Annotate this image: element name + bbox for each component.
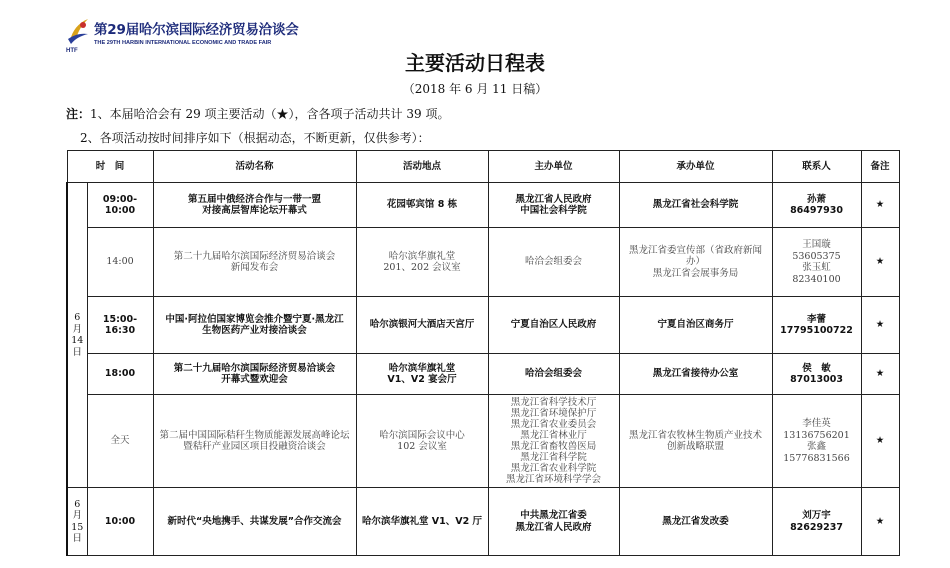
note-text-1: 1、本届哈洽会有 29 项主要活动（★），含各项子活动共计 39 项。	[90, 107, 450, 121]
row-organizer: 黑龙江省委宣传部（省政府新闻办） 黑龙江省会展事务局	[619, 228, 772, 297]
row-contact: 李蕾 17795100722	[772, 297, 861, 354]
header-organizer: 承办单位	[619, 151, 772, 183]
header-venue: 活动地点	[356, 151, 488, 183]
date-cell-june-15: 6 月 15 日	[67, 488, 87, 556]
table-row	[67, 297, 899, 354]
row-contact: 侯 敏 87013003	[772, 354, 861, 395]
header-note: 备注	[861, 151, 899, 183]
row-organizer: 黑龙江省社会科学院	[619, 183, 772, 228]
header-contact: 联系人	[772, 151, 861, 183]
fair-logo-icon	[66, 17, 90, 47]
date-cell-june-14: 6 月 14 日	[67, 183, 87, 488]
row-note-star: ★	[861, 395, 899, 488]
row-venue: 哈尔滨国际会议中心 102 会议室	[356, 395, 488, 488]
row-note-star: ★	[861, 297, 899, 354]
row-activity: 第五届中俄经济合作与一带一盟 对接高层智库论坛开幕式	[153, 183, 356, 228]
row-note-star: ★	[861, 488, 899, 556]
schedule-table	[66, 150, 900, 556]
row-time: 10:00	[87, 488, 153, 556]
row-note-star: ★	[861, 228, 899, 297]
row-host: 中共黑龙江省委 黑龙江省人民政府	[488, 488, 619, 556]
row-organizer: 黑龙江省发改委	[619, 488, 772, 556]
row-venue: 哈尔滨华旗礼堂 V1、V2 厅	[356, 488, 488, 556]
row-activity: 新时代“央地携手、共谋发展”合作交流会	[153, 488, 356, 556]
row-activity: 第二届中国国际秸秆生物质能源发展高峰论坛 暨秸秆产业园区项目投融资洽谈会	[153, 395, 356, 488]
row-note-star: ★	[861, 183, 899, 228]
logo-htf-text: HTF	[66, 48, 78, 54]
row-contact: 刘万宇 82629237	[772, 488, 861, 556]
page-subtitle: （2018 年 6 月 11 日稿）	[402, 82, 548, 96]
row-activity: 第二十九届哈尔滨国际经济贸易洽谈会 新闻发布会	[153, 228, 356, 297]
note-label: 注：	[66, 107, 91, 121]
row-organizer: 黑龙江省农牧林生物质产业技术 创新战略联盟	[619, 395, 772, 488]
row-host: 宁夏自治区人民政府	[488, 297, 619, 354]
page-title: 主要活动日程表	[405, 51, 545, 75]
logo-chinese-text: 第29届哈尔滨国际经济贸易洽谈会	[94, 22, 299, 38]
row-organizer: 黑龙江省接待办公室	[619, 354, 772, 395]
row-host: 哈洽会组委会	[488, 228, 619, 297]
header-activity: 活动名称	[153, 151, 356, 183]
table-row	[67, 228, 899, 297]
table-row	[67, 488, 899, 556]
row-host: 哈洽会组委会	[488, 354, 619, 395]
row-venue: 哈尔滨银河大酒店天宫厅	[356, 297, 488, 354]
table-row	[67, 395, 899, 488]
row-venue: 哈尔滨华旗礼堂 201、202 会议室	[356, 228, 488, 297]
row-contact: 王国璇 53605375 张玉虹 82340100	[772, 228, 861, 297]
row-venue: 哈尔滨华旗礼堂 V1、V2 宴会厅	[356, 354, 488, 395]
table-row	[67, 354, 899, 395]
row-time: 14:00	[87, 228, 153, 297]
table-row	[67, 183, 899, 228]
row-time: 18:00	[87, 354, 153, 395]
row-time: 09:00-10:00	[87, 183, 153, 228]
row-organizer: 宁夏自治区商务厅	[619, 297, 772, 354]
row-time: 15:00-16:30	[87, 297, 153, 354]
logo-english-text: THE 29TH HARBIN INTERNATIONAL ECONOMIC AND TRADE FAIR	[94, 40, 272, 46]
row-activity: 第二十九届哈尔滨国际经济贸易洽谈会 开幕式暨欢迎会	[153, 354, 356, 395]
row-host: 黑龙江省科学技术厅 黑龙江省环境保护厅 黑龙江省农业委员会 黑龙江省林业厅 黑龙江省畜牧兽医局 黑龙江省科学院 黑龙江省农业科学院 黑龙江省环境科学学会	[488, 395, 619, 488]
header-time: 时 间	[67, 151, 153, 183]
row-contact: 李佳英 13136756201 张鑫 15776831566	[772, 395, 861, 488]
row-activity: 中国·阿拉伯国家博览会推介暨宁夏·黑龙江 生物医药产业对接洽谈会	[153, 297, 356, 354]
header-host: 主办单位	[488, 151, 619, 183]
row-contact: 孙萧 86497930	[772, 183, 861, 228]
table-header-row	[67, 151, 899, 183]
note-line-2: 2、各项活动按时间排序如下（根据动态，不断更新，仅供参考）：	[80, 131, 430, 145]
row-venue: 花园邨宾馆 8 栋	[356, 183, 488, 228]
row-host: 黑龙江省人民政府 中国社会科学院	[488, 183, 619, 228]
note-line-1	[66, 105, 449, 122]
row-note-star: ★	[861, 354, 899, 395]
row-time: 全天	[87, 395, 153, 488]
